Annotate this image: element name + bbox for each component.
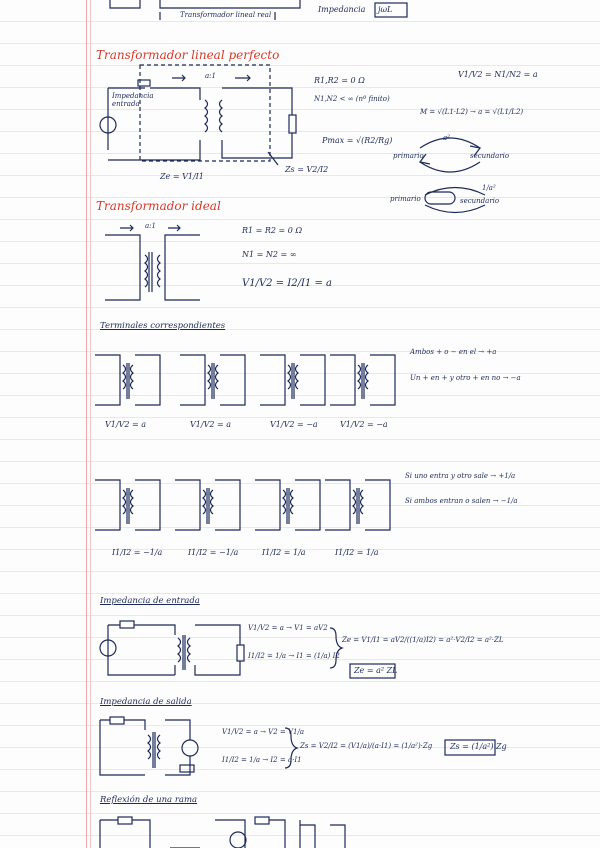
sec1-eq-r: R1,R2 = 0 Ω bbox=[314, 76, 365, 85]
sec2-ratio: a:1 bbox=[145, 222, 156, 230]
sec3-rule1: Ambos + o − en el → +a bbox=[410, 348, 497, 356]
impedance-value: jωL bbox=[378, 5, 393, 14]
sec3-eqv-4: V1/V2 = −a bbox=[340, 420, 388, 429]
impedance-label: Impedancia bbox=[318, 5, 366, 14]
sec1-eq-m: M = √(L1·L2) → a = √(L1/L2) bbox=[420, 108, 524, 116]
sec1-zs: Zs = V2/I2 bbox=[285, 165, 329, 174]
sec6-circuit bbox=[100, 817, 345, 848]
sec1-eq-n: N1,N2 < ∞ (nº finito) bbox=[314, 95, 390, 103]
sec3-rule4: Si ambos entran o salen → −1/a bbox=[405, 497, 518, 505]
sec2-circuit bbox=[105, 225, 200, 300]
sec3-eqv-1: V1/V2 = a bbox=[105, 420, 146, 429]
sec3-rule2: Un + en + y otro + en no → −a bbox=[410, 374, 521, 382]
sec1-secundario-2: secundario bbox=[460, 197, 500, 205]
sec2-eq2: N1 = N2 = ∞ bbox=[242, 250, 297, 259]
sec5-eq1: V1/V2 = a → V2 = V1/a bbox=[222, 728, 305, 736]
sec1-primario-2: primario bbox=[390, 195, 421, 203]
sec5-eq2: I1/I2 = 1/a → I2 = a·I1 bbox=[222, 756, 302, 764]
sec2-title: Transformador ideal bbox=[96, 199, 221, 213]
sec4-eq2: I1/I2 = 1/a → I1 = (1/a) I2 bbox=[248, 652, 340, 660]
sec4-eq1: V1/V2 = a → V1 = aV2 bbox=[248, 624, 328, 632]
sec3-eqi-2: I1/I2 = −1/a bbox=[188, 548, 239, 557]
sec6-title: Reflexión de una rama bbox=[100, 795, 198, 805]
sec3-eqv-3: V1/V2 = −a bbox=[270, 420, 318, 429]
top-caption: Transformador lineal real bbox=[180, 11, 272, 19]
sec1-a2: a² bbox=[443, 134, 450, 142]
sec5-result: Zs = (1/a²) Zg bbox=[450, 742, 507, 751]
sec3-eqi-1: I1/I2 = −1/a bbox=[112, 548, 163, 557]
sec1-primario-1: primario bbox=[393, 152, 424, 160]
sec1-input-label: Impedancia entrada bbox=[112, 92, 154, 108]
sec4-eq3: Ze = V1/I1 = aV2/((1/a)I2) = a²·V2/I2 = a²·ZL bbox=[342, 636, 504, 644]
sec1-circuit bbox=[100, 65, 296, 165]
sec1-eq-ratio: V1/V2 = N1/N2 = a bbox=[458, 70, 538, 79]
sec3-eqv-2: V1/V2 = a bbox=[190, 420, 231, 429]
sec3-transformers-i bbox=[95, 480, 390, 530]
sec5-eq3: Zs = V2/I2 = (V1/a)/(a·I1) = (1/a²)·Zg bbox=[300, 742, 433, 750]
sec2-eq1: R1 = R2 = 0 Ω bbox=[242, 226, 303, 235]
sec1-ratio: a:1 bbox=[205, 72, 216, 80]
sec5-title: Impedancia de salida bbox=[100, 697, 192, 707]
sec3-rule3: Si uno entra y otro sale → +1/a bbox=[405, 472, 516, 480]
sec2-eq3: V1/V2 = I2/I1 = a bbox=[242, 278, 332, 289]
sec1-inv-a2: 1/a² bbox=[482, 184, 496, 192]
sec1-ze: Ze = V1/I1 bbox=[160, 172, 204, 181]
sec3-eqi-4: I1/I2 = 1/a bbox=[335, 548, 379, 557]
sec3-title: Terminales correspondientes bbox=[100, 321, 226, 331]
sec1-eq-pmax: Pmax = √(R2/Rg) bbox=[322, 136, 393, 145]
sec1-title: Transformador lineal perfecto bbox=[96, 48, 280, 62]
sec3-eqi-3: I1/I2 = 1/a bbox=[262, 548, 306, 557]
sec1-secundario-1: secundario bbox=[470, 152, 510, 160]
sec3-transformers-v bbox=[95, 355, 395, 405]
sec5-circuit bbox=[100, 717, 495, 775]
sec4-title: Impedancia de entrada bbox=[100, 596, 200, 606]
sec4-result: Ze = a² ZL bbox=[354, 666, 398, 675]
